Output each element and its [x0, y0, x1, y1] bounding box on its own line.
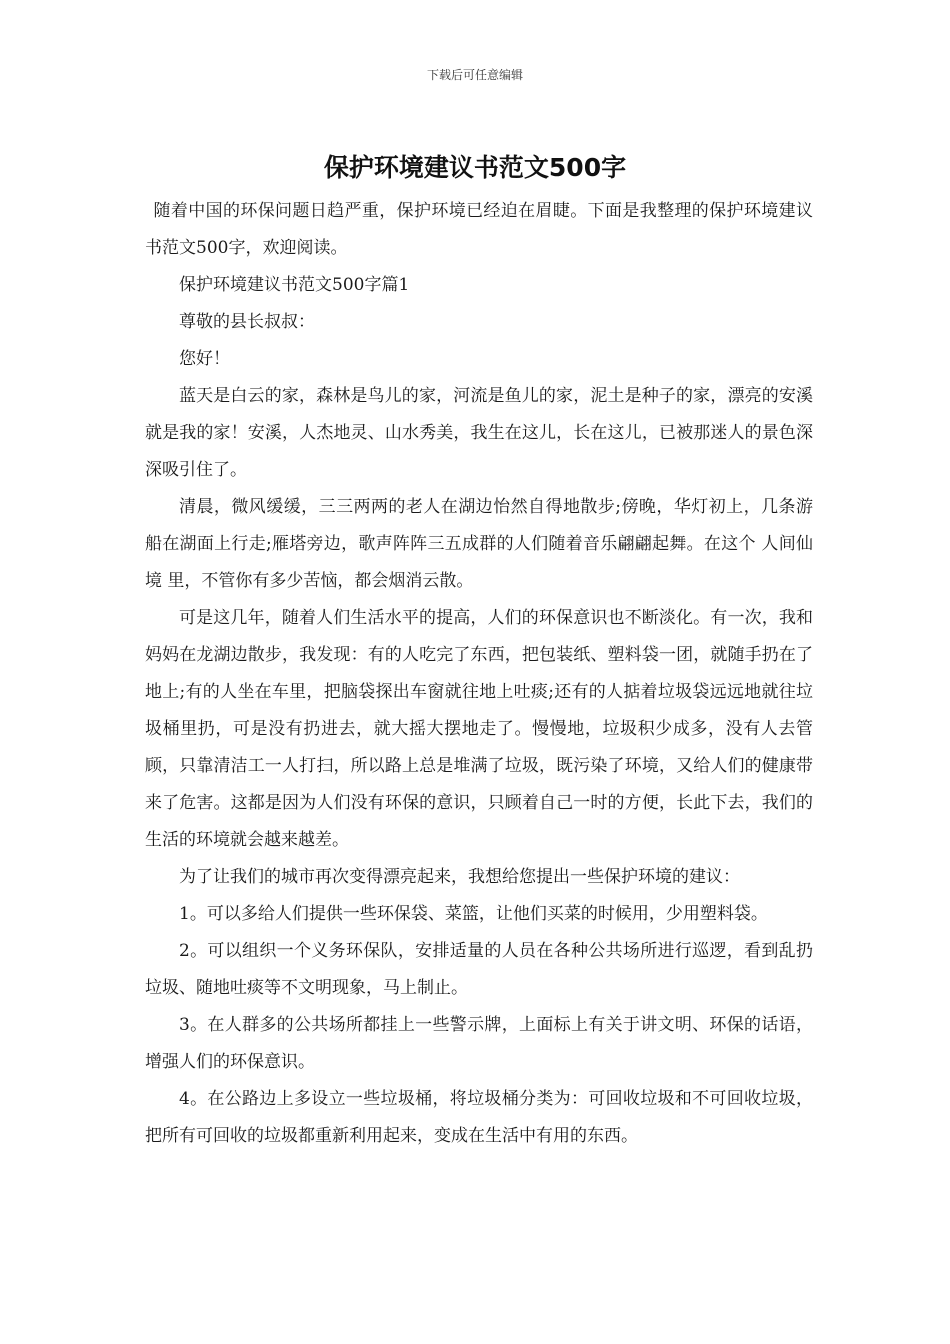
body-paragraph: 蓝天是白云的家，森林是鸟儿的家，河流是鱼儿的家，泥土是种子的家，漂亮的安溪就是我的家！安溪，人杰地灵、山水秀美，我生在这儿，长在这儿，已被那迷人的景色深深吸引住了。 — [145, 386, 813, 480]
section-heading: 保护环境建议书范文500字篇1 — [179, 275, 410, 295]
document-body — [145, 193, 813, 1155]
body-paragraph: 可是这几年，随着人们生活水平的提高，人们的环保意识也不断淡化。有一次，我和妈妈在龙湖边散步，我发现：有的人吃完了东西，把包装纸、塑料袋一团，就随手扔在了地上;有的人坐在车里，把脑袋探出车窗就往地上吐痰;还有的人掂着垃圾袋远远地就往垃圾桶里扔，可是没有扔进去，就大摇大摆地走了。慢慢地，垃圾积少成多，没有人去管顾，只靠清洁工一人打扫，所以路上总是堆满了垃圾，既污染了环境，又给人们的健康带来了危害。这都是因为人们没有环保的意识，只顾着自己一时的方便，长此下去，我们的生活的环境就会越来越差。 — [145, 608, 813, 850]
body-paragraph: 清晨，微风缓缓，三三两两的老人在湖边怡然自得地散步;傍晚，华灯初上，几条游船在湖面上行走;雁塔旁边，歌声阵阵三五成群的人们随着音乐翩翩起舞。在这个 人间仙境 里，不管你有多少苦恼，都会烟消云散。 — [145, 497, 813, 591]
salutation: 尊敬的县长叔叔： — [179, 312, 315, 332]
body-paragraph: 为了让我们的城市再次变得漂亮起来，我想给您提出一些保护环境的建议： — [179, 867, 740, 887]
document-title: 保护环境建议书范文500字 — [323, 153, 627, 182]
greeting: 您好！ — [179, 349, 230, 369]
suggestion-item: 4。在公路边上多设立一些垃圾桶，将垃圾桶分类为：可回收垃圾和不可回收垃圾，把所有可回收的垃圾都重新利用起来，变成在生活中有用的东西。 — [145, 1089, 813, 1146]
suggestion-item: 3。在人群多的公共场所都挂上一些警示牌，上面标上有关于讲文明、环保的话语，增强人们的环保意识。 — [145, 1015, 813, 1072]
suggestion-item: 1。可以多给人们提供一些环保袋、菜篮，让他们买菜的时候用，少用塑料袋。 — [179, 904, 768, 924]
suggestion-item: 2。可以组织一个义务环保队，安排适量的人员在各种公共场所进行巡逻，看到乱扔垃圾、随地吐痰等不文明现象，马上制止。 — [145, 941, 813, 998]
intro-paragraph: 随着中国的环保问题日趋严重，保护环境已经迫在眉睫。下面是我整理的保护环境建议书范文500字，欢迎阅读。 — [145, 201, 813, 258]
page-header-note: 下载后可任意编辑 — [426, 68, 523, 82]
